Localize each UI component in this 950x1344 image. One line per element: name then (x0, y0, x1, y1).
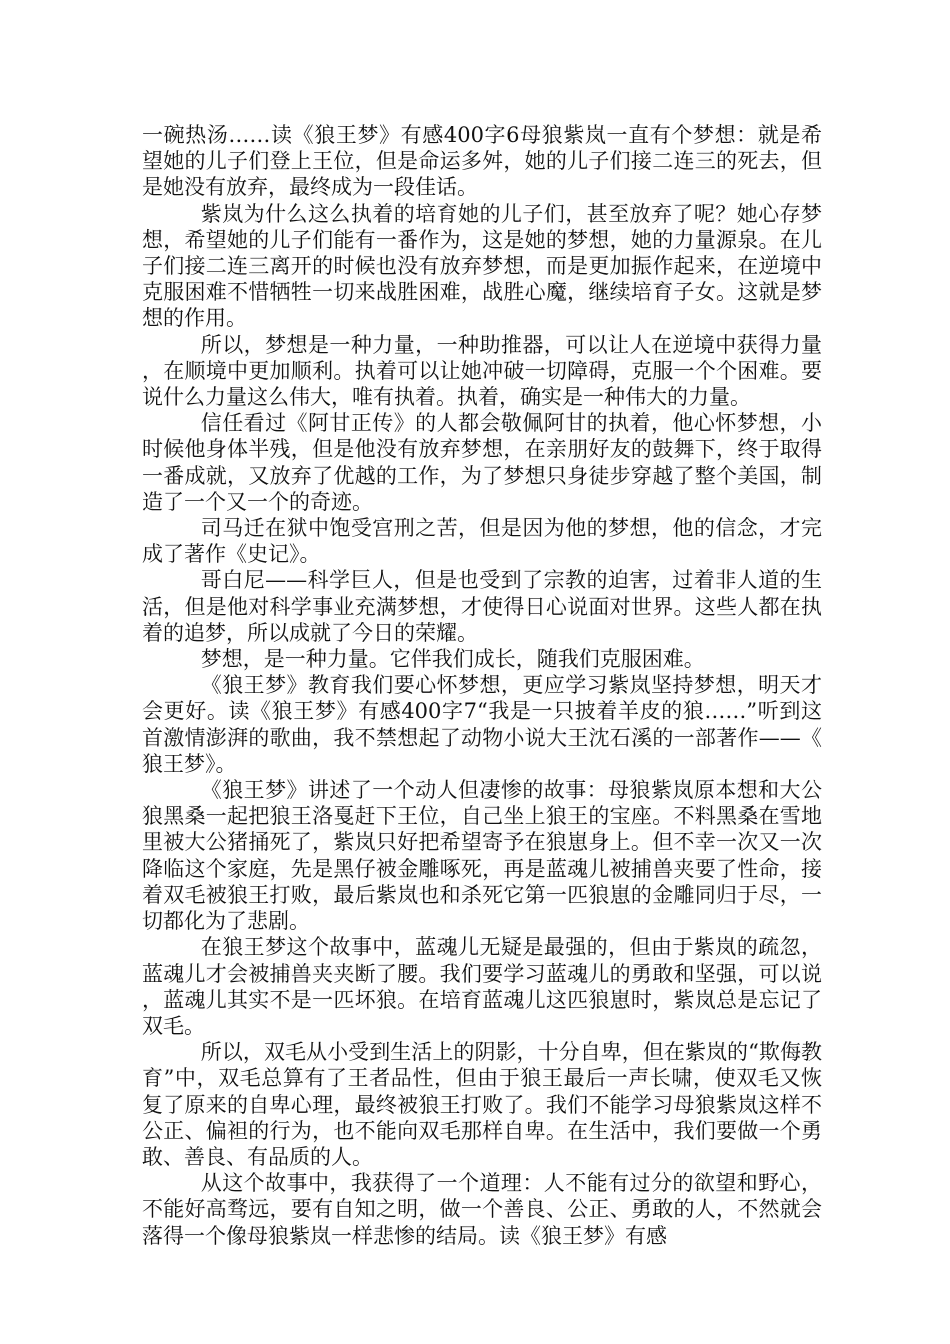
paragraph-3: 所以，梦想是一种力量，一种助推器，可以让人在逆境中获得力量，在顺境中更加顺利。执着可以让她冲破一切障碍，克服一个个困难。要说什么力量这么伟大，唯有执着。执着，确实是一种伟大的力量。 (142, 332, 822, 410)
paragraph-5: 司马迁在狱中饱受宫刑之苦，但是因为他的梦想，他的信念，才完成了著作《史记》。 (142, 516, 822, 567)
paragraph-10: 在狼王梦这个故事中，蓝魂儿无疑是最强的，但由于紫岚的疏忽，蓝魂儿才会被捕兽夹夹断了腰。我们要学习蓝魂儿的勇敢和坚强，可以说，蓝魂儿其实不是一匹坏狼。在培育蓝魂儿这匹狼崽时，紫岚总是忘记了双毛。 (142, 935, 822, 1038)
paragraph-9: 《狼王梦》讲述了一个动人但凄惨的故事：母狼紫岚原本想和大公狼黑桑一起把狼王洛戛赶下王位，自己坐上狼王的宝座。不料黑桑在雪地里被大公猪捅死了，紫岚只好把希望寄予在狼崽身上。但不幸一次又一次降临这个家庭，先是黑仔被金雕啄死，再是蓝魂儿被捕兽夹要了性命，接着双毛被狼王打败，最后紫岚也和杀死它第一匹狼崽的金雕同归于尽，一切都化为了悲剧。 (142, 778, 822, 934)
paragraph-6: 哥白尼——科学巨人，但是也受到了宗教的迫害，过着非人道的生活，但是他对科学事业充满梦想，才使得日心说面对世界。这些人都在执着的追梦，所以成就了今日的荣耀。 (142, 568, 822, 645)
document-body (142, 122, 822, 1249)
paragraph-2: 紫岚为什么这么执着的培育她的儿子们，甚至放弃了呢？她心存梦想，希望她的儿子们能有一番作为，这是她的梦想，她的力量源泉。在儿子们接二连三离开的时候也没有放弃梦想，而是更加振作起来，在逆境中克服困难不惜牺牲一切来战胜困难，战胜心魔，继续培育子女。这就是梦想的作用。 (142, 201, 822, 331)
paragraph-1: 一碗热汤……读《狼王梦》有感400字6母狼紫岚一直有个梦想：就是希望她的儿子们登上王位，但是命运多舛，她的儿子们接二连三的死去，但是她没有放弃，最终成为一段佳话。 (142, 123, 822, 200)
paragraph-7: 梦想，是一种力量。它伴我们成长，随我们克服困难。 (200, 647, 705, 672)
paragraph-12: 从这个故事中，我获得了一个道理：人不能有过分的欲望和野心，不能好高骛远，要有自知之明，做一个善良、公正、勇敢的人，不然就会落得一个像母狼紫岚一样悲惨的结局。读《狼王梦》有感 (142, 1171, 822, 1248)
paragraph-8: 《狼王梦》教育我们要心怀梦想，更应学习紫岚坚持梦想，明天才会更好。读《狼王梦》有感400字7“我是一只披着羊皮的狼……”听到这首激情澎湃的歌曲，我不禁想起了动物小说大王沈石溪的一部著作——《狼王梦》。 (142, 673, 822, 776)
paragraph-4: 信任看过《阿甘正传》的人都会敬佩阿甘的执着，他心怀梦想，小时候他身体半残，但是他没有放弃梦想，在亲朋好友的鼓舞下，终于取得一番成就，又放弃了优越的工作，为了梦想只身徒步穿越了整个美国，制造了一个又一个的奇迹。 (142, 411, 822, 514)
paragraph-11: 所以，双毛从小受到生活上的阴影，十分自卑，但在紫岚的“欺侮教育”中，双毛总算有了王者品性，但由于狼王最后一声长啸，使双毛又恢复了原来的自卑心理，最终被狼王打败了。我们不能学习母狼紫岚这样不公正、偏袒的行为，也不能向双毛那样自卑。在生活中，我们要做一个勇敢、善良、有品质的人。 (142, 1040, 822, 1169)
